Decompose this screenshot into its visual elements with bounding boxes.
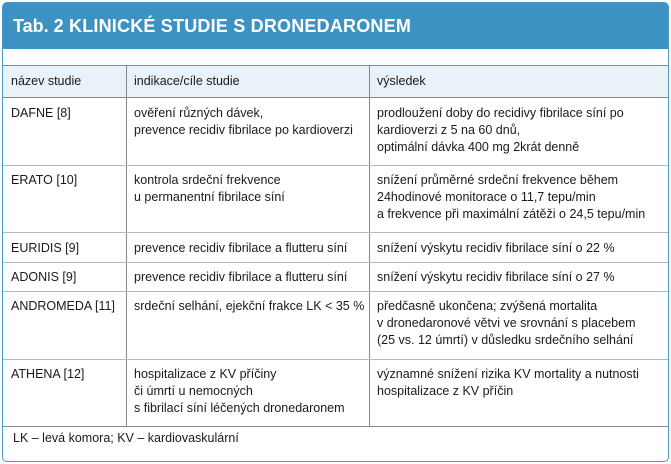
table-title-bar bbox=[3, 3, 668, 49]
study-name: ADONIS [9] bbox=[11, 270, 77, 284]
result-line: významné snížení rizika KV mortality a nutnosti bbox=[377, 367, 639, 381]
row-divider bbox=[3, 359, 668, 360]
indication-cell bbox=[126, 362, 369, 421]
result-line: a frekvence při maximální zátěži o 24,5 tepu/min bbox=[377, 207, 646, 221]
result-line: snížení průměrné srdeční frekvence během bbox=[377, 173, 619, 187]
table-title: KLINICKÉ STUDIE S DRONEDARONEM bbox=[69, 15, 412, 36]
study-name-cell bbox=[3, 265, 126, 290]
study-name-cell bbox=[3, 362, 126, 387]
row-divider bbox=[3, 232, 668, 233]
result-line: v dronedaronové větvi ve srovnání s placebem bbox=[377, 316, 636, 330]
indication-line: srdeční selhání, ejekční frakce LK < 35 % bbox=[134, 299, 365, 313]
study-name-cell bbox=[3, 101, 126, 126]
table-bottom-rule bbox=[3, 426, 668, 427]
result-line: předčasně ukončena; zvýšená mortalita bbox=[377, 299, 598, 313]
indication-cell bbox=[126, 168, 369, 210]
result-line: 24hodinové monitorace o 11,7 tepu/min bbox=[377, 190, 596, 204]
row-divider bbox=[3, 291, 668, 292]
result-cell bbox=[369, 265, 668, 290]
indication-line: s fibrilací síní léčených dronedaronem bbox=[134, 401, 345, 415]
result-cell bbox=[369, 168, 668, 227]
indication-line: prevence recidiv fibrilace po kardioverzi bbox=[134, 123, 353, 137]
indication-cell bbox=[126, 294, 369, 319]
table-frame bbox=[2, 2, 669, 462]
header-study-name: název studie bbox=[11, 74, 82, 88]
study-name-cell bbox=[3, 236, 126, 261]
row-divider bbox=[3, 262, 668, 263]
table-number: Tab. 2 bbox=[13, 15, 64, 36]
result-line: kardioverzi z 5 na 60 dnů, bbox=[377, 123, 521, 137]
result-cell bbox=[369, 362, 668, 404]
row-divider bbox=[3, 165, 668, 166]
result-cell bbox=[369, 294, 668, 353]
result-line: prodloužení doby do recidivy fibrilace síní po bbox=[377, 106, 624, 120]
result-cell bbox=[369, 236, 668, 261]
indication-line: hospitalizace z KV příčiny bbox=[134, 367, 277, 381]
header-result: výsledek bbox=[377, 74, 426, 88]
indication-cell bbox=[126, 265, 369, 290]
indication-line: či úmrtí u nemocných bbox=[134, 384, 253, 398]
result-line: (25 vs. 12 úmrtí) v důsledku srdečního selhání bbox=[377, 333, 634, 347]
table-footnote: LK – levá komora; KV – kardiovaskulární bbox=[13, 431, 239, 445]
study-name-cell bbox=[3, 168, 126, 193]
indication-line: prevence recidiv fibrilace a flutteru síní bbox=[134, 241, 348, 255]
study-name: ANDROMEDA [11] bbox=[11, 299, 115, 313]
indication-line: ověření různých dávek, bbox=[134, 106, 264, 120]
study-name-cell bbox=[3, 294, 126, 319]
table-header-row bbox=[3, 65, 668, 98]
result-line: optimální dávka 400 mg 2krát denně bbox=[377, 140, 580, 154]
result-cell bbox=[369, 101, 668, 160]
indication-line: kontrola srdeční frekvence bbox=[134, 173, 281, 187]
study-name: EURIDIS [9] bbox=[11, 241, 80, 255]
study-name: ERATO [10] bbox=[11, 173, 78, 187]
study-name: ATHENA [12] bbox=[11, 367, 85, 381]
indication-cell bbox=[126, 236, 369, 261]
study-name: DAFNE [8] bbox=[11, 106, 71, 120]
indication-line: prevence recidiv fibrilace a flutteru síní bbox=[134, 270, 348, 284]
result-line: snížení výskytu recidiv fibrilace síní o 22 % bbox=[377, 241, 615, 255]
indication-line: u permanentní fibrilace síní bbox=[134, 190, 285, 204]
result-line: hospitalizace z KV příčin bbox=[377, 384, 514, 398]
result-line: snížení výskytu recidiv fibrilace síní o 27 % bbox=[377, 270, 615, 284]
header-indication: indikace/cíle studie bbox=[134, 74, 240, 88]
indication-cell bbox=[126, 101, 369, 143]
